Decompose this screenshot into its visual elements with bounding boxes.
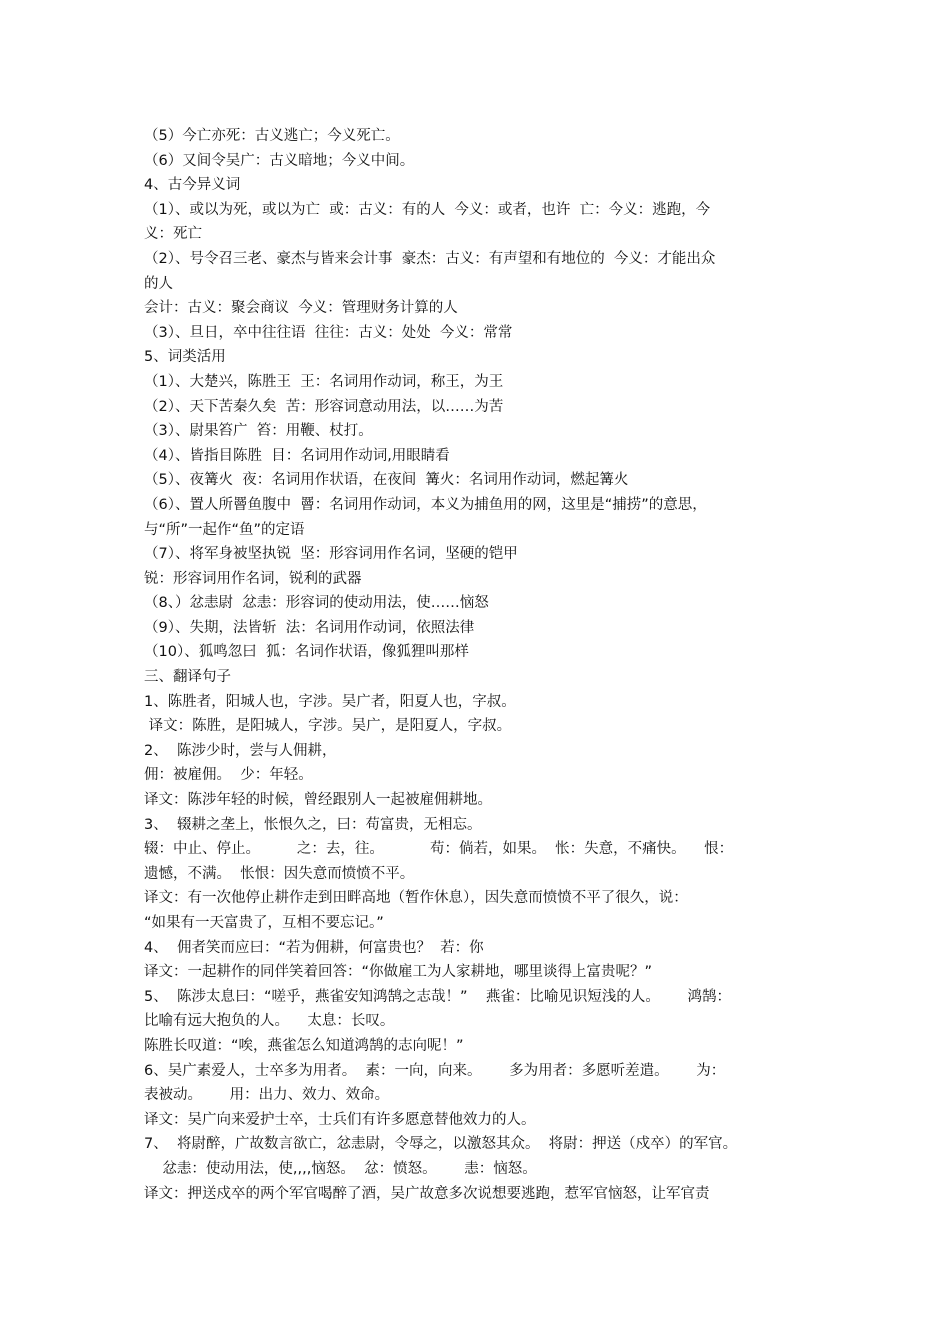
text-line: 陈胜长叹道：“唉，燕雀怎么知道鸿鹄的志向呢！” (144, 1037, 464, 1054)
text-line: “如果有一天富贵了，互相不要忘记。” (144, 915, 384, 931)
text-line: 与“所”一起作“鱼”的定语 (144, 521, 305, 538)
text-line: 锐：形容词用作名词，锐利的武器 (144, 570, 362, 587)
text-line: 会计：古义：聚会商议 今义：管理财务计算的人 (144, 300, 458, 317)
text-line: 1、陈胜者，阳城人也，字涉。吴广者，阳夏人也，字叔。 (144, 693, 516, 710)
text-line: （9）、失期，法皆斩 法：名词用作动词，依照法律 (144, 619, 475, 636)
text-line: （4）、皆指目陈胜 目：名词用作动词,用眼睛看 (144, 447, 450, 464)
text-line: 4、 佣者笑而应曰：“若为佣耕，何富贵也？ 若：你 (144, 939, 484, 956)
text-line: 表被动。 用：出力、效力、效命。 (144, 1087, 390, 1104)
text-line: 遗憾，不满。 怅恨：因失意而愤愤不平。 (144, 865, 415, 882)
text-line: 5、 陈涉太息曰：“嗟乎，燕雀安知鸿鹄之志哉！” 燕雀：比喻见识短浅的人。 鸿鹄： (144, 988, 732, 1005)
section-heading: 5、词类活用 (144, 349, 226, 366)
section-heading: 4、古今异义词 (144, 177, 241, 194)
text-line: 译文：陈涉年轻的时候，曾经跟别人一起被雇佣耕地。 (144, 792, 492, 809)
text-line: 译文：一起耕作的同伴笑着回答：“你做雇工为人家耕地，哪里谈得上富贵呢？” (144, 964, 653, 981)
text-line: （5）、夜篝火 夜：名词用作状语，在夜间 篝火：名词用作动词，燃起篝火 (144, 472, 629, 489)
text-line: 7、 将尉醉，广故数言欲亡，忿恚尉，令辱之，以激怒其众。 将尉：押送（戍卒）的军官。 (144, 1136, 738, 1153)
text-line: （8、）忿恚尉 忿恚：形容词的使动用法，使……恼怒 (144, 595, 489, 612)
text-line: 忿恚：使动用法，使,,,,恼怒。 忿：愤怒。 恚：恼怒。 (144, 1160, 537, 1177)
text-line: 义：死亡 (144, 226, 202, 243)
text-line: （1）、大楚兴，陈胜王 王：名词用作动词，称王，为王 (144, 373, 504, 390)
text-line: （6）、置人所罾鱼腹中 罾：名词用作动词，本义为捕鱼用的网，这里是“捕捞”的意思， (144, 496, 707, 513)
text-line: 比喻有远大抱负的人。 太息：长叹。 (144, 1013, 395, 1030)
text-line: 6、吴广素爱人，士卒多为用者。 素：一向，向来。 多为用者：多愿听差遣。 为： (144, 1062, 726, 1079)
text-line: （2）、天下苦秦久矣 苦：形容词意动用法，以……为苦 (144, 398, 504, 415)
text-line: 佣：被雇佣。 少：年轻。 (144, 767, 313, 784)
text-line: 译文：陈胜，是阳城人，字涉。吴广，是阳夏人，字叔。 (144, 718, 512, 735)
text-line: 译文：吴广向来爱护士卒，士兵们有许多愿意替他效力的人。 (144, 1111, 536, 1128)
text-line: 译文：有一次他停止耕作走到田畔高地（暂作休息），因失意而愤愤不平了很久，说： (144, 890, 688, 907)
text-line: 2、 陈涉少时，尝与人佣耕， (144, 742, 337, 759)
text-line: （7）、将军身被坚执锐 坚：形容词用作名词，坚硬的铠甲 (144, 546, 518, 563)
text-line: 译文：押送戍卒的两个军官喝醉了酒，吴广故意多次说想要逃跑，惹军官恼怒，让军官责 (144, 1185, 710, 1202)
text-line: （3）、旦日，卒中往往语 往往：古义：处处 今义：常常 (144, 324, 513, 341)
text-line: 3、 辍耕之垄上，怅恨久之，曰：苟富贵，无相忘。 (144, 816, 482, 833)
text-line: （10）、狐鸣忽曰 狐：名词作状语，像狐狸叫那样 (144, 644, 469, 661)
text-line: （3）、尉果笞广 笞：用鞭、杖打。 (144, 423, 373, 440)
text-line: （5）今亡亦死：古义逃亡；今义死亡。 (144, 128, 400, 144)
section-heading: 三、翻译句子 (144, 669, 231, 686)
text-line: 的人 (144, 275, 173, 292)
text-line: （6）又间令吴广：古义暗地；今义中间。 (144, 152, 415, 169)
text-line: （1）、或以为死，或以为亡 或：古义：有的人 今义：或者，也许 亡：今义：逃跑，今 (144, 201, 711, 218)
text-line: 辍：中止、停止。 之：去，往。 苟：倘若，如果。 怅：失意，不痛快。 恨： (144, 841, 734, 858)
text-line: （2）、号令召三老、豪杰与皆来会计事 豪杰：古义：有声望和有地位的 今义：才能出众 (144, 250, 716, 267)
document-body (144, 124, 820, 1206)
